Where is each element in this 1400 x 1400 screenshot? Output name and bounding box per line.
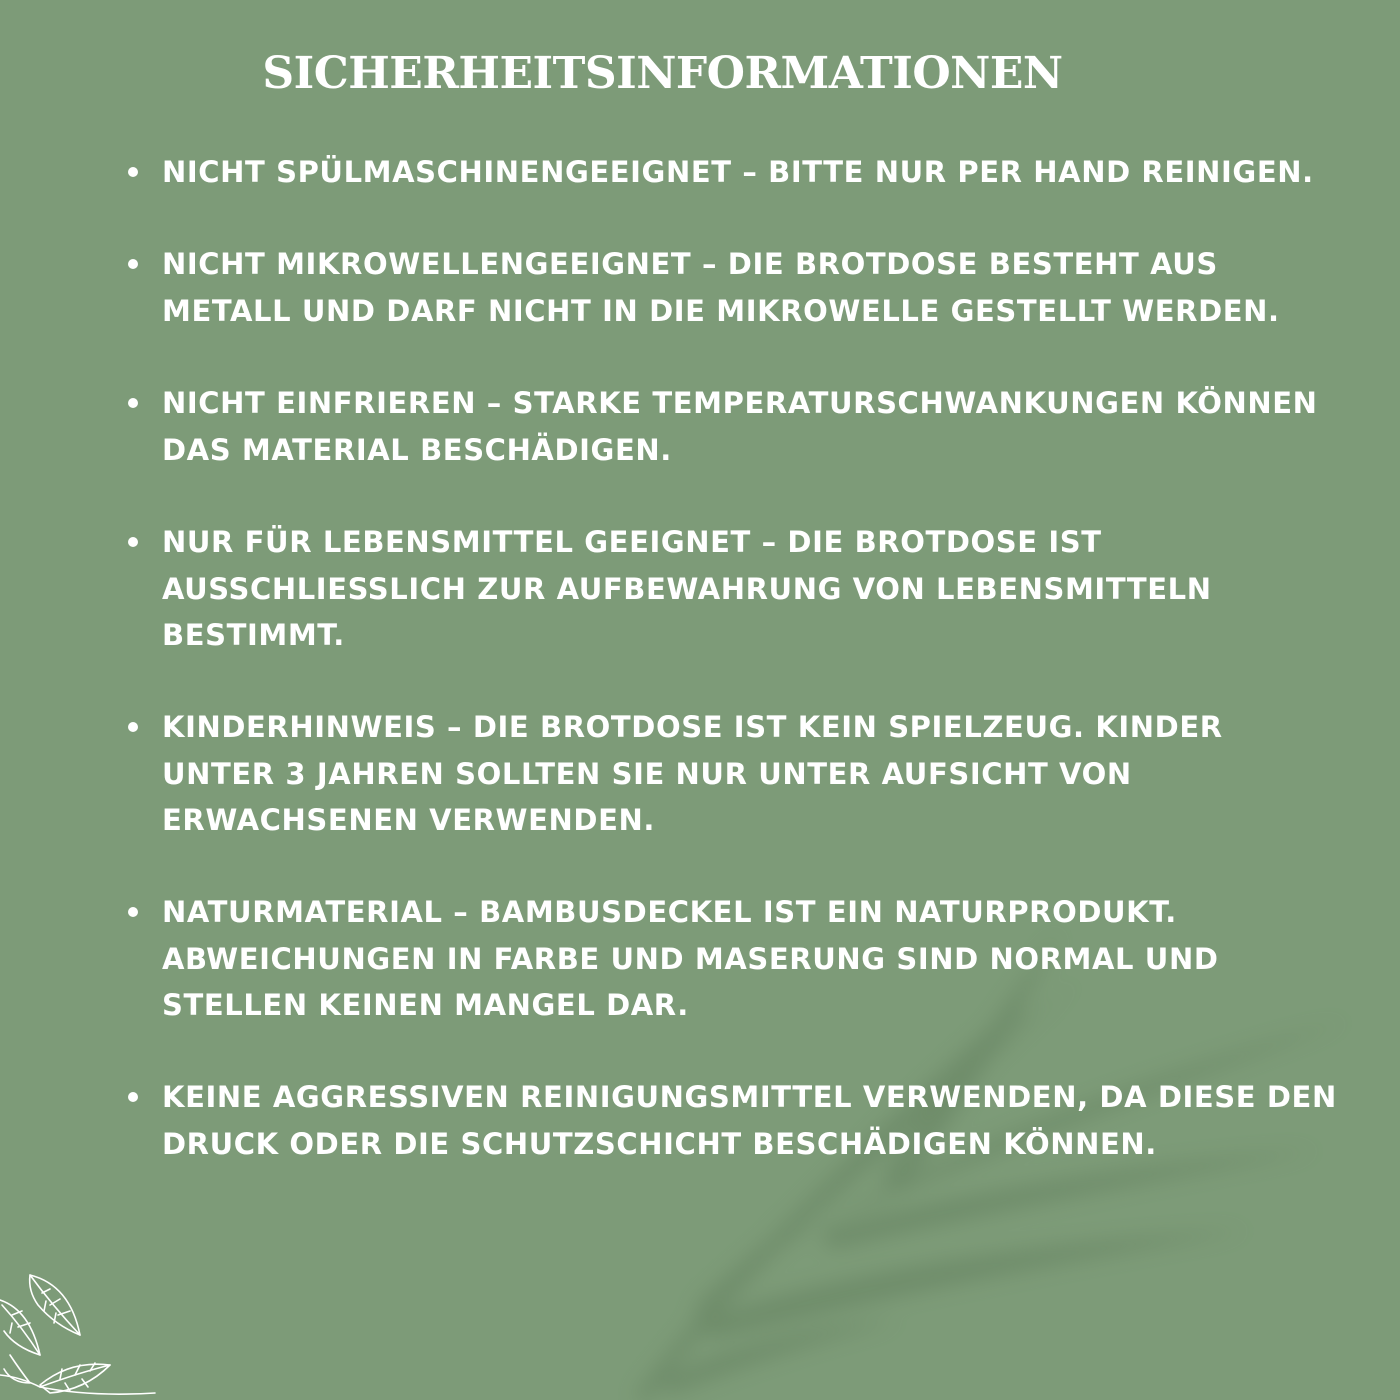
- bullet-icon: [128, 167, 138, 177]
- item-line: BESTIMMT.: [162, 618, 345, 652]
- item-line: KINDERHINWEIS – DIE BROTDOSE IST KEIN SPIELZEUG. KINDER: [162, 710, 1223, 744]
- bullet-icon: [128, 907, 138, 917]
- list-item: [162, 1074, 1362, 1167]
- list-item: [162, 519, 1362, 659]
- page-title: SICHERHEITSINFORMATIONEN: [262, 48, 1063, 99]
- item-line: AUSSCHLIESSLICH ZUR AUFBEWAHRUNG VON LEBENSMITTELN: [162, 571, 1212, 606]
- leaf-sketch-icon: [0, 1265, 170, 1400]
- bullet-icon: [128, 398, 138, 408]
- list-item: [162, 704, 1362, 844]
- item-line: NATURMATERIAL – BAMBUSDECKEL IST EIN NATURPRODUKT.: [162, 895, 1177, 929]
- list-item: [162, 889, 1362, 1029]
- bullet-icon: [128, 259, 138, 269]
- bullet-icon: [128, 1092, 138, 1102]
- list-item: [162, 380, 1362, 473]
- item-line: NUR FÜR LEBENSMITTEL GEEIGNET – DIE BROTDOSE IST: [162, 525, 1102, 559]
- item-line: DRUCK ODER DIE SCHUTZSCHICHT BESCHÄDIGEN KÖNNEN.: [162, 1126, 1157, 1161]
- item-line: NICHT MIKROWELLENGEEIGNET – DIE BROTDOSE BESTEHT AUS: [162, 247, 1218, 281]
- item-line: ERWACHSENEN VERWENDEN.: [162, 803, 655, 837]
- bullet-icon: [128, 722, 138, 732]
- item-line: METALL UND DARF NICHT IN DIE MIKROWELLE GESTELLT WERDEN.: [162, 293, 1280, 328]
- item-line: ABWEICHUNGEN IN FARBE UND MASERUNG SIND NORMAL UND: [162, 941, 1219, 976]
- item-line: DAS MATERIAL BESCHÄDIGEN.: [162, 432, 672, 467]
- item-line: UNTER 3 JAHREN SOLLTEN SIE NUR UNTER AUFSICHT VON: [162, 756, 1132, 791]
- item-line: KEINE AGGRESSIVEN REINIGUNGSMITTEL VERWENDEN, DA DIESE DEN: [162, 1080, 1337, 1114]
- list-item: [162, 241, 1362, 334]
- item-line: NICHT SPÜLMASCHINENGEEIGNET – BITTE NUR PER HAND REINIGEN.: [162, 155, 1314, 189]
- item-line: NICHT EINFRIEREN – STARKE TEMPERATURSCHWANKUNGEN KÖNNEN: [162, 386, 1318, 420]
- item-line: STELLEN KEINEN MANGEL DAR.: [162, 988, 689, 1022]
- bullet-icon: [128, 537, 138, 547]
- list-item: [162, 149, 1362, 196]
